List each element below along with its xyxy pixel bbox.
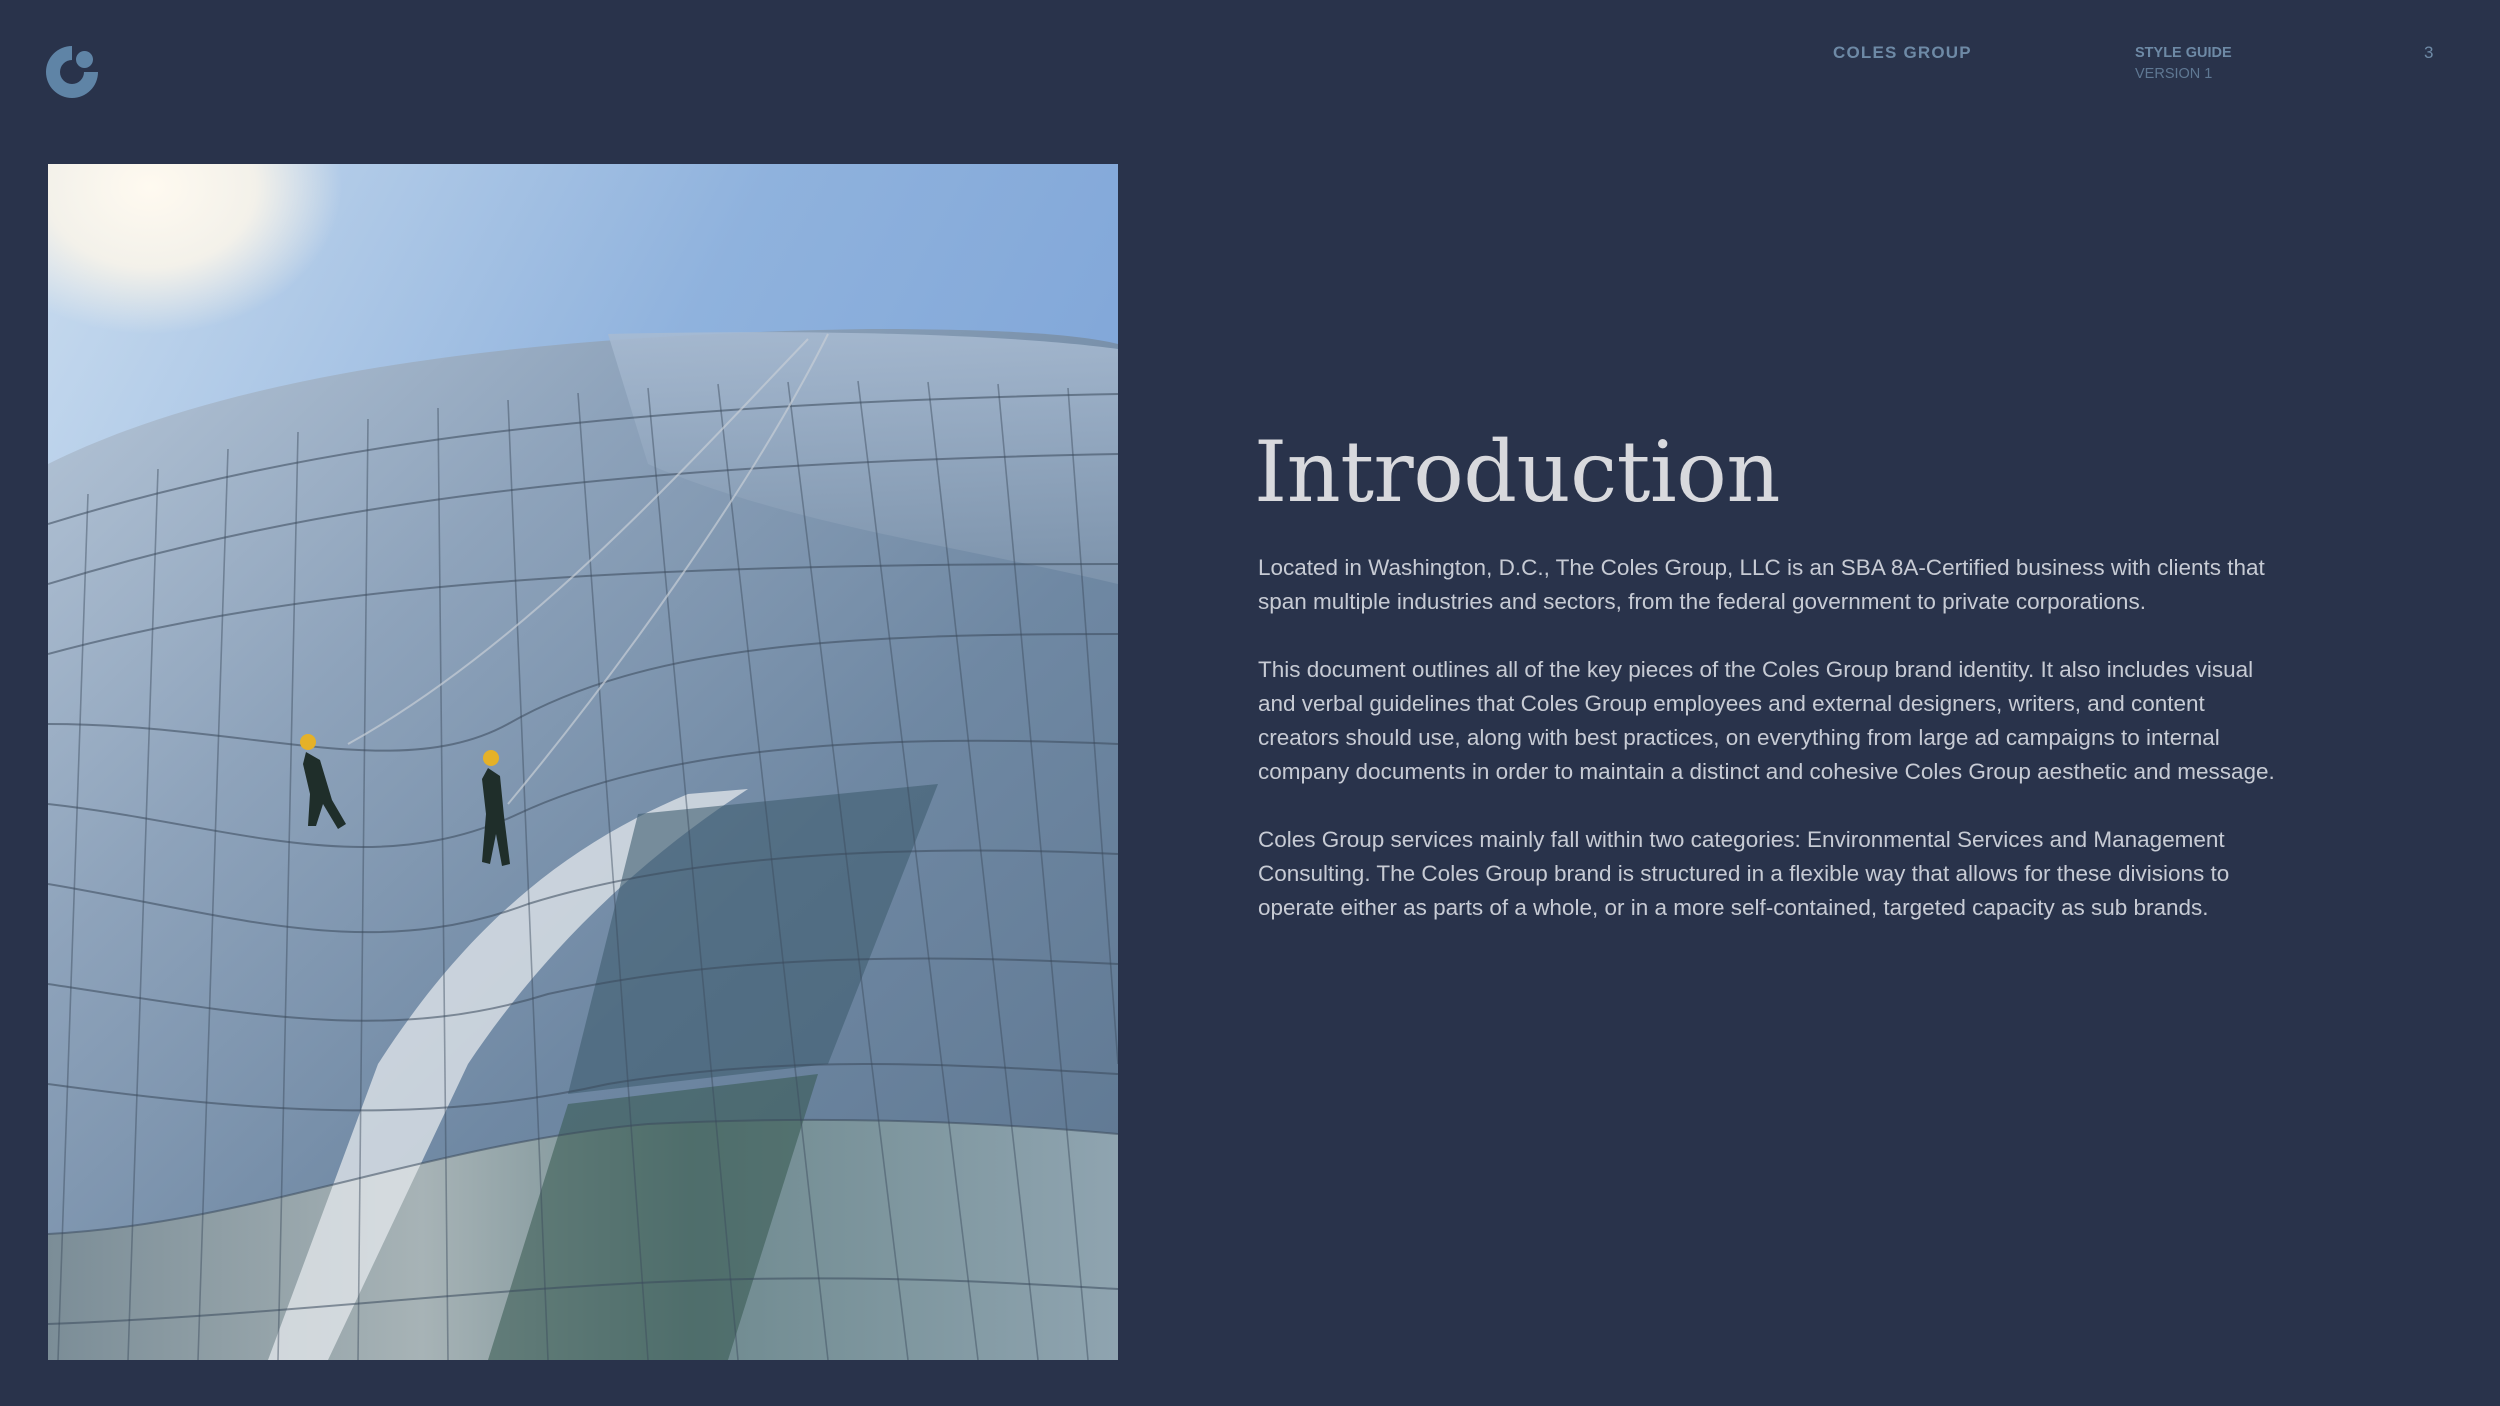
coles-group-logo-icon [46,46,98,98]
page-title: Introduction [1254,423,1780,521]
intro-body [1258,551,2288,959]
page-number: 3 [2424,43,2434,62]
intro-paragraph: Located in Washington, D.C., The Coles Group, LLC is an SBA 8A-Certified business with clients that span multiple industries and sectors, from the federal government to private corporations. [1258,555,2265,614]
intro-paragraph: Coles Group services mainly fall within two categories: Environmental Services and Management Consulting. The Coles Group brand is structured in a flexible way that allows for these divisions to operate either as parts of a whole, or in a more self-contained, targeted capacity as sub brands. [1258,827,2230,920]
doc-title: STYLE GUIDE [2135,45,2232,61]
glass-dome-rope-access-photo [48,164,1118,1360]
intro-paragraph: This document outlines all of the key pieces of the Coles Group brand identity. It also includes visual and verbal guidelines that Coles Group employees and external designers, writers, and content creators should use, along with best practices, on everything from large ad campaigns to internal company documents in order to maintain a distinct and cohesive Coles Group aesthetic and message. [1258,657,2275,784]
doc-version: VERSION 1 [2135,66,2213,82]
header-doc-info [2135,43,2232,85]
header-brand: COLES GROUP [1833,43,1972,62]
